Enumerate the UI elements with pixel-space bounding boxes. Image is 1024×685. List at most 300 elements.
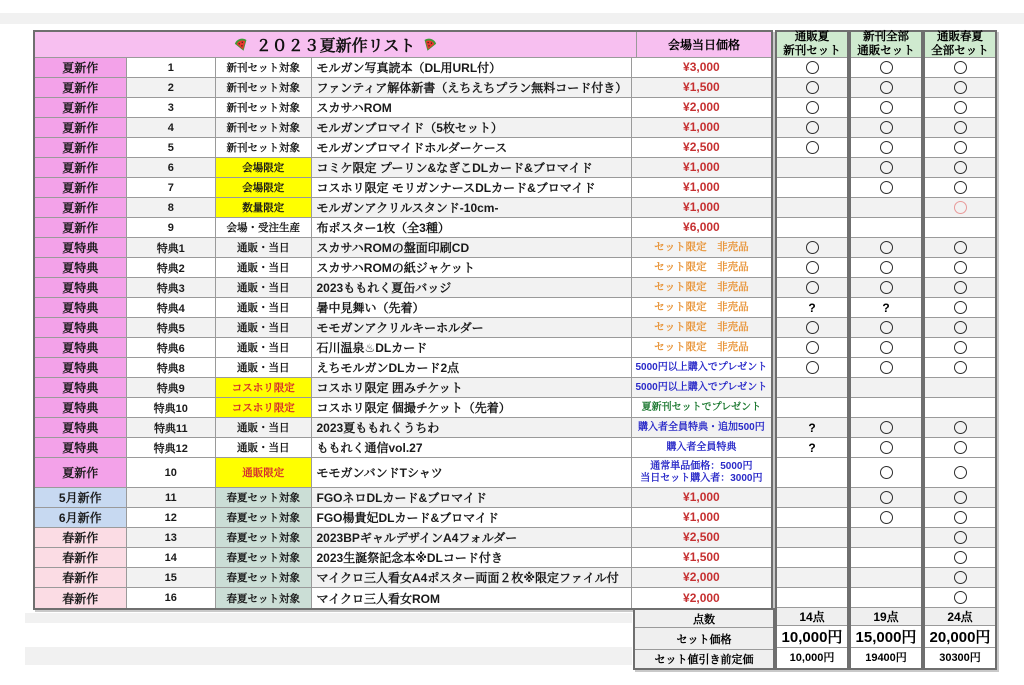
target-type-cell: コスホリ限定 — [216, 398, 311, 418]
question-mark-cell: ? — [777, 438, 847, 458]
set-mark-cell — [777, 218, 847, 238]
table-row — [35, 378, 771, 398]
price-cell: ¥1,000 — [632, 178, 771, 198]
set-mark-cell — [777, 588, 847, 608]
table-row — [35, 438, 771, 458]
set-mark-cell — [851, 98, 921, 118]
item-number-cell: 特典10 — [127, 398, 217, 418]
price-cell: ¥6,000 — [632, 218, 771, 238]
target-type-cell: 春夏セット対象 — [216, 508, 311, 528]
question-mark-cell: ? — [851, 298, 921, 318]
table-row — [35, 98, 771, 118]
set-mark-cell — [851, 218, 921, 238]
circle-mark — [880, 161, 893, 174]
set-mark-cell — [851, 398, 921, 418]
table-row — [35, 118, 771, 138]
circle-mark — [954, 466, 967, 479]
watermelon-icon — [419, 35, 440, 55]
set-mark-cell — [851, 158, 921, 178]
set-mark-cell — [851, 338, 921, 358]
set-mark-cell — [925, 138, 995, 158]
circle-mark — [880, 441, 893, 454]
circle-mark — [806, 321, 819, 334]
item-number-cell: 特典9 — [127, 378, 217, 398]
set-mark-cell — [925, 338, 995, 358]
item-name-cell: 2023ももれく夏缶バッジ — [312, 278, 632, 298]
circle-mark — [954, 101, 967, 114]
circle-mark — [880, 321, 893, 334]
item-number-cell: 特典5 — [127, 318, 217, 338]
summary-value-cell: 10,000円 — [777, 626, 847, 648]
table-row — [35, 218, 771, 238]
item-name-cell: ももれく通信vol.27 — [312, 438, 632, 458]
set-mark-cell — [777, 508, 847, 528]
circle-mark — [880, 466, 893, 479]
price-cell: ¥3,000 — [632, 58, 771, 78]
price-cell: セット限定 非売品 — [632, 298, 771, 318]
set-mark-cell — [851, 548, 921, 568]
category-cell: 5月新作 — [35, 488, 127, 508]
target-type-cell: 通販・当日 — [216, 238, 311, 258]
circle-mark — [954, 121, 967, 134]
set-column-summer-new — [775, 30, 849, 670]
item-name-cell: FGOネロDLカード&ブロマイド — [312, 488, 632, 508]
set-mark-cell — [925, 418, 995, 438]
price-cell: ¥2,500 — [632, 138, 771, 158]
set-mark-cell — [777, 338, 847, 358]
item-name-cell: モルガン写真読本（DL用URL付） — [312, 58, 632, 78]
price-cell: 購入者全員特典 — [632, 438, 771, 458]
price-cell: ¥1,500 — [632, 548, 771, 568]
item-number-cell: 12 — [127, 508, 217, 528]
set-mark-cell — [925, 258, 995, 278]
item-name-cell: 暑中見舞い（先着） — [312, 298, 632, 318]
set-mark-cell — [925, 118, 995, 138]
table-row — [35, 488, 771, 508]
target-type-cell: 新刊セット対象 — [216, 58, 311, 78]
price-cell: 5000円以上購入でプレゼント — [632, 378, 771, 398]
set-mark-cell — [925, 78, 995, 98]
circle-mark — [954, 421, 967, 434]
item-number-cell: 10 — [127, 458, 217, 488]
table-row — [35, 418, 771, 438]
price-column-header: 会場当日価格 — [637, 32, 771, 58]
set-mark-cell — [851, 528, 921, 548]
item-number-cell: 8 — [127, 198, 217, 218]
category-cell: 夏特典 — [35, 338, 127, 358]
circle-mark — [954, 341, 967, 354]
target-type-cell: 春夏セット対象 — [216, 568, 311, 588]
target-type-cell: 通販・当日 — [216, 318, 311, 338]
price-cell: セット限定 非売品 — [632, 338, 771, 358]
table-row — [35, 588, 771, 608]
circle-mark — [954, 161, 967, 174]
table-row — [35, 358, 771, 378]
circle-mark — [954, 511, 967, 524]
circle-mark — [806, 261, 819, 274]
summary-value-cell: 24点 — [925, 608, 995, 626]
set-mark-cell — [851, 118, 921, 138]
target-type-cell: 新刊セット対象 — [216, 78, 311, 98]
circle-mark — [880, 141, 893, 154]
set-mark-cell — [777, 568, 847, 588]
item-name-cell: 2023夏ももれくうちわ — [312, 418, 632, 438]
category-cell: 春新作 — [35, 568, 127, 588]
table-row — [35, 178, 771, 198]
set-mark-cell — [925, 58, 995, 78]
set-mark-cell — [925, 218, 995, 238]
circle-mark — [880, 181, 893, 194]
set-mark-cell — [925, 158, 995, 178]
set-mark-cell — [777, 238, 847, 258]
circle-mark — [954, 301, 967, 314]
circle-mark — [954, 181, 967, 194]
circle-mark — [954, 241, 967, 254]
category-cell: 春新作 — [35, 548, 127, 568]
category-cell: 夏特典 — [35, 258, 127, 278]
target-type-cell: 新刊セット対象 — [216, 118, 311, 138]
table-row — [35, 548, 771, 568]
price-list-table — [33, 30, 773, 610]
set-mark-cell — [851, 198, 921, 218]
target-type-cell: 通販・当日 — [216, 358, 311, 378]
item-number-cell: 特典12 — [127, 438, 217, 458]
item-number-cell: 16 — [127, 588, 217, 608]
item-name-cell: モモガンバンドTシャツ — [312, 458, 632, 488]
set-mark-cell — [925, 358, 995, 378]
set-mark-cell — [851, 378, 921, 398]
set-mark-cell — [851, 358, 921, 378]
target-type-cell: 春夏セット対象 — [216, 548, 311, 568]
category-cell: 夏新作 — [35, 158, 127, 178]
table-row — [35, 198, 771, 218]
summary-value-cell: 20,000円 — [925, 626, 995, 648]
set-mark-cell — [777, 258, 847, 278]
table-row — [35, 158, 771, 178]
target-type-cell: 会場限定 — [216, 178, 311, 198]
circle-mark — [954, 261, 967, 274]
table-row — [35, 238, 771, 258]
circle-mark — [954, 441, 967, 454]
price-cell: ¥1,000 — [632, 488, 771, 508]
circle-mark — [880, 241, 893, 254]
set-mark-cell — [851, 178, 921, 198]
target-type-cell: 春夏セット対象 — [216, 588, 311, 608]
set-mark-cell — [925, 488, 995, 508]
circle-mark — [880, 101, 893, 114]
top-empty-row-stripe — [0, 13, 1024, 24]
set-mark-cell — [925, 508, 995, 528]
summary-label-count: 点数 — [635, 610, 773, 628]
item-name-cell: 2023生誕祭記念本※DLコード付き — [312, 548, 632, 568]
set-mark-cell — [925, 378, 995, 398]
summary-label-set-price: セット価格 — [635, 628, 773, 650]
summary-label-column — [633, 608, 775, 670]
item-number-cell: 特典8 — [127, 358, 217, 378]
price-cell: 購入者全員特典・追加500円 — [632, 418, 771, 438]
target-type-cell: 通販・当日 — [216, 298, 311, 318]
table-row — [35, 58, 771, 78]
page-title-text: ２０２３夏新作リスト — [255, 38, 416, 55]
set-mark-cell — [851, 588, 921, 608]
price-cell: ¥1,000 — [632, 508, 771, 528]
circle-mark — [880, 261, 893, 274]
target-type-cell: 通販・当日 — [216, 338, 311, 358]
item-number-cell: 15 — [127, 568, 217, 588]
circle-mark — [954, 281, 967, 294]
set-column-header: 通販春夏 全部セット — [925, 32, 995, 58]
circle-mark — [954, 551, 967, 564]
summary-value-cell: 30300円 — [925, 648, 995, 666]
set-mark-cell — [925, 528, 995, 548]
item-number-cell: 特典3 — [127, 278, 217, 298]
item-name-cell: FGO楊貴妃DLカード&ブロマイド — [312, 508, 632, 528]
set-mark-cell — [777, 78, 847, 98]
set-mark-cell — [851, 418, 921, 438]
red-circle-mark — [954, 201, 967, 214]
table-row — [35, 508, 771, 528]
item-number-cell: 1 — [127, 58, 217, 78]
set-mark-cell — [925, 398, 995, 418]
target-type-cell: 通販・当日 — [216, 418, 311, 438]
table-row — [35, 458, 771, 488]
table-row — [35, 568, 771, 588]
target-type-cell: 通販・当日 — [216, 438, 311, 458]
set-mark-cell — [925, 318, 995, 338]
set-mark-cell — [777, 178, 847, 198]
item-number-cell: 13 — [127, 528, 217, 548]
set-mark-cell — [925, 278, 995, 298]
category-cell: 夏特典 — [35, 318, 127, 338]
set-mark-cell — [777, 488, 847, 508]
set-mark-cell — [851, 258, 921, 278]
question-mark-cell: ? — [777, 418, 847, 438]
set-column-spring-summer-all — [923, 30, 997, 670]
set-mark-cell — [777, 458, 847, 488]
target-type-cell: 通販限定 — [216, 458, 311, 488]
category-cell: 夏特典 — [35, 378, 127, 398]
target-type-cell: 数量限定 — [216, 198, 311, 218]
item-name-cell: モルガンアクリルスタンド-10cm- — [312, 198, 632, 218]
set-mark-cell — [851, 318, 921, 338]
circle-mark — [954, 591, 967, 604]
circle-mark — [954, 531, 967, 544]
category-cell: 夏特典 — [35, 398, 127, 418]
target-type-cell: 会場限定 — [216, 158, 311, 178]
price-cell: 5000円以上購入でプレゼント — [632, 358, 771, 378]
category-cell: 夏特典 — [35, 278, 127, 298]
circle-mark — [806, 361, 819, 374]
summary-value-cell: 10,000円 — [777, 648, 847, 666]
table-row — [35, 78, 771, 98]
circle-mark — [954, 141, 967, 154]
item-name-cell: スカサハROM — [312, 98, 632, 118]
category-cell: 夏特典 — [35, 298, 127, 318]
page-title — [35, 32, 637, 58]
summary-value-cell: 14点 — [777, 608, 847, 626]
set-mark-cell — [851, 458, 921, 488]
circle-mark — [880, 421, 893, 434]
item-number-cell: 5 — [127, 138, 217, 158]
set-mark-cell — [851, 78, 921, 98]
item-name-cell: スカサハROMの盤面印刷CD — [312, 238, 632, 258]
item-name-cell: マイクロ三人看女A4ポスター両面２枚※限定ファイル付 — [312, 568, 632, 588]
item-number-cell: 2 — [127, 78, 217, 98]
price-cell: 夏新刊セットでプレゼント — [632, 398, 771, 418]
circle-mark — [954, 61, 967, 74]
table-row — [35, 138, 771, 158]
question-mark-cell: ? — [777, 298, 847, 318]
set-mark-cell — [851, 238, 921, 258]
item-name-cell: コミケ限定 プーリン&なぎこDLカード&ブロマイド — [312, 158, 632, 178]
item-number-cell: 特典6 — [127, 338, 217, 358]
category-cell: 夏新作 — [35, 58, 127, 78]
item-number-cell: 6 — [127, 158, 217, 178]
set-mark-cell — [777, 318, 847, 338]
table-row — [35, 398, 771, 418]
circle-mark — [954, 571, 967, 584]
item-name-cell: マイクロ三人看女ROM — [312, 588, 632, 608]
table-row — [35, 318, 771, 338]
price-cell: セット限定 非売品 — [632, 238, 771, 258]
category-cell: 夏特典 — [35, 358, 127, 378]
table-row — [35, 338, 771, 358]
circle-mark — [806, 241, 819, 254]
set-mark-cell — [925, 588, 995, 608]
set-mark-cell — [777, 98, 847, 118]
set-mark-cell — [925, 458, 995, 488]
circle-mark — [954, 361, 967, 374]
target-type-cell: コスホリ限定 — [216, 378, 311, 398]
item-number-cell: 7 — [127, 178, 217, 198]
item-name-cell: 石川温泉♨DLカード — [312, 338, 632, 358]
category-cell: 夏特典 — [35, 438, 127, 458]
price-cell: ¥1,000 — [632, 158, 771, 178]
circle-mark — [880, 341, 893, 354]
item-number-cell: 4 — [127, 118, 217, 138]
item-number-cell: 9 — [127, 218, 217, 238]
circle-mark — [806, 281, 819, 294]
circle-mark — [880, 511, 893, 524]
set-mark-cell — [925, 548, 995, 568]
summary-value-cell: 19点 — [851, 608, 921, 626]
circle-mark — [880, 491, 893, 504]
item-name-cell: コスホリ限定 囲みチケット — [312, 378, 632, 398]
circle-mark — [880, 121, 893, 134]
table-row — [35, 298, 771, 318]
set-mark-cell — [777, 278, 847, 298]
set-mark-cell — [925, 178, 995, 198]
set-column-header: 新刊全部 通販セット — [851, 32, 921, 58]
target-type-cell: 通販・当日 — [216, 258, 311, 278]
circle-mark — [880, 361, 893, 374]
circle-mark — [954, 321, 967, 334]
bottom-empty-row-stripe — [25, 647, 632, 665]
circle-mark — [880, 281, 893, 294]
table-rows — [35, 58, 771, 608]
price-cell: セット限定 非売品 — [632, 318, 771, 338]
item-name-cell: 布ポスター1枚（全3種） — [312, 218, 632, 238]
title-row — [35, 32, 771, 58]
circle-mark — [880, 81, 893, 94]
set-mark-cell — [851, 58, 921, 78]
set-column-all-new — [849, 30, 923, 670]
set-mark-cell — [925, 98, 995, 118]
table-row — [35, 528, 771, 548]
price-cell: ¥1,500 — [632, 78, 771, 98]
target-type-cell: 新刊セット対象 — [216, 138, 311, 158]
circle-mark — [954, 81, 967, 94]
set-mark-cell — [777, 138, 847, 158]
circle-mark — [806, 141, 819, 154]
category-cell: 春新作 — [35, 588, 127, 608]
circle-mark — [806, 101, 819, 114]
category-cell: 夏新作 — [35, 118, 127, 138]
set-mark-cell — [851, 568, 921, 588]
set-mark-cell — [851, 508, 921, 528]
set-mark-cell — [925, 438, 995, 458]
item-name-cell: コスホリ限定 個撮チケット（先着） — [312, 398, 632, 418]
circle-mark — [806, 341, 819, 354]
category-cell: 夏新作 — [35, 138, 127, 158]
item-name-cell: ファンティア解体新書（えちえちプラン無料コード付き） — [312, 78, 632, 98]
price-cell: 通常単品価格：5000円 当日セット購入者：3000円 — [632, 458, 771, 488]
price-cell: ¥2,500 — [632, 528, 771, 548]
target-type-cell: 春夏セット対象 — [216, 528, 311, 548]
category-cell: 6月新作 — [35, 508, 127, 528]
category-cell: 夏新作 — [35, 178, 127, 198]
target-type-cell: 会場・受注生産 — [216, 218, 311, 238]
category-cell: 夏新作 — [35, 198, 127, 218]
price-cell: セット限定 非売品 — [632, 278, 771, 298]
item-name-cell: モモガンアクリルキーホルダー — [312, 318, 632, 338]
item-number-cell: 3 — [127, 98, 217, 118]
category-cell: 夏新作 — [35, 78, 127, 98]
price-cell: セット限定 非売品 — [632, 258, 771, 278]
set-mark-cell — [851, 138, 921, 158]
set-mark-cell — [925, 568, 995, 588]
set-mark-cell — [777, 398, 847, 418]
target-type-cell: 新刊セット対象 — [216, 98, 311, 118]
circle-mark — [880, 61, 893, 74]
set-mark-cell — [777, 378, 847, 398]
set-mark-cell — [777, 198, 847, 218]
circle-mark — [806, 61, 819, 74]
item-name-cell: えちモルガンDLカード2点 — [312, 358, 632, 378]
set-mark-cell — [777, 158, 847, 178]
bottom-empty-row-stripe — [25, 613, 632, 623]
category-cell: 夏新作 — [35, 458, 127, 488]
set-mark-cell — [925, 238, 995, 258]
set-mark-cell — [851, 438, 921, 458]
item-number-cell: 14 — [127, 548, 217, 568]
category-cell: 夏新作 — [35, 218, 127, 238]
category-cell: 夏新作 — [35, 98, 127, 118]
set-mark-cell — [851, 278, 921, 298]
price-cell: ¥2,000 — [632, 98, 771, 118]
summary-label-pre-discount: セット値引き前定価 — [635, 650, 773, 668]
item-name-cell: モルガンブロマイドホルダーケース — [312, 138, 632, 158]
item-name-cell: スカサハROMの紙ジャケット — [312, 258, 632, 278]
item-name-cell: コスホリ限定 モリガンナースDLカード&ブロマイド — [312, 178, 632, 198]
price-cell: ¥2,000 — [632, 568, 771, 588]
table-row — [35, 278, 771, 298]
target-type-cell: 通販・当日 — [216, 278, 311, 298]
category-cell: 夏特典 — [35, 418, 127, 438]
set-mark-cell — [777, 118, 847, 138]
summary-value-cell: 19400円 — [851, 648, 921, 666]
item-number-cell: 特典11 — [127, 418, 217, 438]
